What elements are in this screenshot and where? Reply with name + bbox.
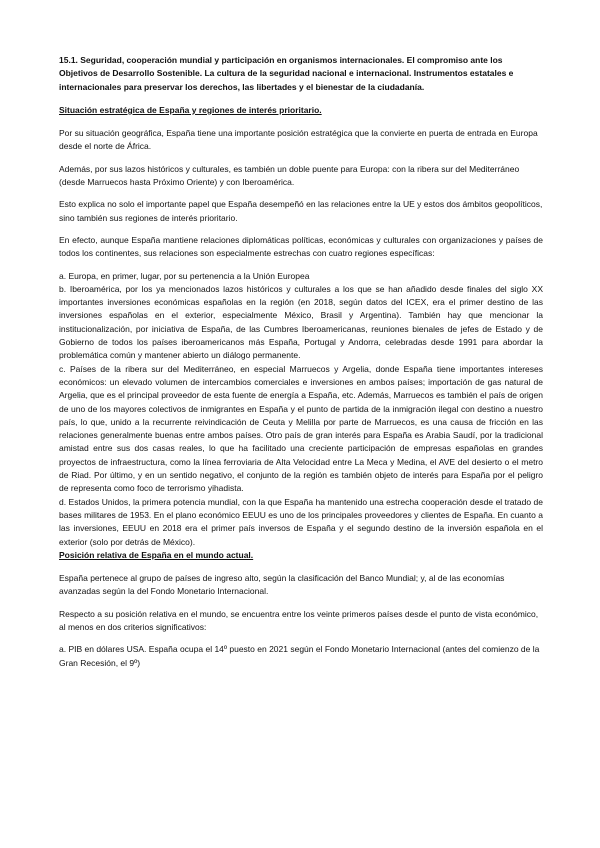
document-page (59, 54, 543, 670)
paragraph: Respecto a su posición relativa en el mundo, se encuentra entre los veinte primeros países desde el punto de vista económico, al menos en dos criterios significativos: (59, 608, 539, 632)
list-item-usa: d. Estados Unidos, la primera potencia mundial, con la que España ha mantenido una estrecha cooperación desde el tratado de bases militares de 1953. En el plano económico EEUU es uno de los principales proveedores y clientes de España. En cuanto a las inversiones, EEUU en 2018 era el primer país inversos de España y el segundo destino de la inversión española en el exterior (solo por detrás de México). (59, 496, 543, 547)
paragraph: Por su situación geográfica, España tiene una importante posición estratégica que la convierte en puerta de entrada en Europa desde el norte de África. (59, 128, 538, 152)
list-item-iberoamerica: b. Iberoamérica, por los ya mencionados lazos históricos y culturales a los que se han añadido desde finales del siglo XX importantes inversiones económicas españolas en la región (en 2018, según datos del ICEX, era el primer destino de las inversiones españolas en el exterior, especialmente México, Brasil y Argentina). También hay que mencionar la institucionalización, por iniciativa de España, de las Cumbres Iberoamericanas, reuniones bienales de jefes de Estado y de Gobierno de todos los países iberoamericanos más España, Portugal y Andorra, celebradas desde 1991 para abordar la problemática común y mantener abierto un diálogo permanente. (59, 283, 543, 361)
list-item-mediterranean: c. Países de la ribera sur del Mediterráneo, en especial Marruecos y Argelia, donde España tiene importantes intereses económicos: un elevado volumen de intercambios comerciales e inversiones en ambos países; importación de gas natural de Argelia, que es el principal proveedor de esta fuente de energía a España, etc. Además, Marruecos es también el país de origen de uno de los mayores colectivos de inmigrantes en España y el punto de partida de la inmigración ilegal con destino a nuestro país, lo que, unido a la recurrente reivindicación de Ceuta y Melilla por parte de Marruecos, es una causa de fricción en las relaciones generalmente buenas entre ambos países. Otro país de gran interés para España es Arabia Saudí, por la tradicional amistad entre sus dos casas reales, lo que ha facilitado una creciente participación de empresas españolas en grandes proyectos de infraestructura, como la línea ferroviaria de Alta Velocidad entre La Meca y Medina, el AVE del desierto o el metro de Riad. Por último, y en un sentido negativo, el conjunto de la región es también objeto de interés para España por el peligro de representa como foco de terrorismo yihadista. (59, 363, 543, 494)
paragraph: En efecto, aunque España mantiene relaciones diplomáticas políticas, económicas y culturales con organizaciones y países de todos los continentes, sus relaciones son especialmente estrechas con cuatro regiones específicas: (59, 234, 543, 259)
section-heading-strategic: Situación estratégica de España y regiones de interés prioritario. (59, 104, 322, 115)
list-item-europe: a. Europa, en primer, lugar, por su pertenencia a la Unión Europea (59, 270, 310, 281)
section-heading-position: Posición relativa de España en el mundo actual. (59, 549, 254, 560)
list-item-gdp: a. PIB en dólares USA. España ocupa el 14º puesto en 2021 según el Fondo Monetario Internacional (antes del comienzo de la Gran Recesión, el 9º) (59, 644, 540, 668)
paragraph: Además, por sus lazos históricos y culturales, es también un doble puente para Europa: con la ribera sur del Mediterráneo (desde Marruecos hasta Próximo Oriente) y con Iberoamérica. (59, 163, 520, 188)
document-title: 15.1. Seguridad, cooperación mundial y participación en organismos internacionales. El compromiso ante los Objetivos de Desarrollo Sostenible. La cultura de la seguridad nacional e internacional. Instrumentos estatales e internacionales para preservar los derechos, las libertades y el bienestar de la ciudadanía. (59, 55, 514, 92)
paragraph: España pertenece al grupo de países de ingreso alto, según la clasificación del Banco Mundial; y, al de las economías avanzadas según la del Fondo Monetario Internacional. (59, 573, 505, 597)
paragraph: Esto explica no solo el importante papel que España desempeñó en las relaciones entre la UE y estos dos ámbitos geopolíticos, sino también sus regiones de interés prioritario. (59, 199, 543, 223)
